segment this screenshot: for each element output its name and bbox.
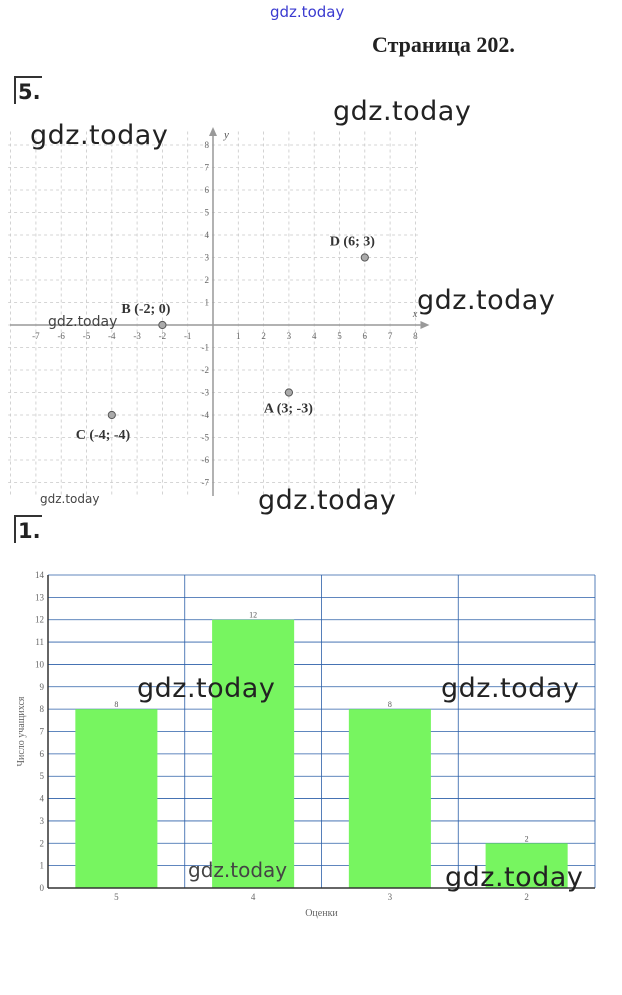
x-tick-label: 6 (362, 331, 368, 341)
x-tick-label: -7 (32, 331, 40, 341)
y-tick-label: 7 (39, 726, 44, 737)
point-marker (108, 411, 115, 418)
bar-chart (0, 555, 622, 995)
y-tick-label: 6 (204, 185, 209, 195)
y-tick-label: 2 (204, 275, 209, 285)
y-tick-label: 6 (39, 748, 44, 759)
watermark-3: gdz.today (417, 285, 556, 316)
watermark-5: gdz.today (40, 492, 100, 506)
y-tick-label: -3 (201, 387, 209, 398)
point-label: A (3; -3) (263, 401, 313, 417)
bar (349, 709, 431, 888)
bar (212, 620, 294, 888)
x-tick-label: 5 (114, 892, 119, 902)
bar-value-label: 8 (387, 700, 392, 710)
coordinate-points (76, 235, 375, 444)
watermark-top: gdz.today (270, 3, 345, 21)
y-tick-label: 11 (35, 637, 44, 648)
y-tick-label: 4 (39, 793, 44, 804)
x-tick-label: -3 (133, 331, 141, 341)
x-tick-label: 1 (236, 331, 241, 341)
bar (75, 709, 157, 888)
x-tick-label: 5 (337, 331, 342, 341)
y-tick-label: 4 (204, 230, 209, 240)
watermark-8: gdz.today (441, 673, 580, 704)
y-tick-label: -7 (201, 477, 209, 488)
y-tick-label: -2 (201, 365, 209, 375)
x-axis-arrow (420, 321, 429, 329)
y-tick-label: 14 (35, 570, 44, 580)
task-number-1: 1. (14, 519, 41, 543)
y-tick-label: -5 (201, 432, 209, 443)
y-tick-label: 13 (35, 592, 44, 603)
y-tick-label: 8 (204, 140, 209, 150)
y-tick-label: 0 (39, 883, 44, 893)
y-tick-label: 12 (35, 614, 44, 625)
point-label: B (-2; 0) (121, 302, 171, 317)
x-tick-label: 3 (387, 892, 393, 902)
x-tick-label: 3 (286, 331, 292, 341)
y-tick-label: -4 (201, 410, 209, 420)
x-axis-label: x (412, 309, 418, 320)
y-tick-label: 9 (39, 681, 44, 692)
x-tick-label: 8 (413, 331, 418, 341)
watermark-1: gdz.today (30, 120, 169, 151)
point-label: C (-4; -4) (75, 428, 131, 443)
task-number-5: 5. (14, 80, 41, 104)
page-title: Страница 202. (372, 32, 515, 57)
bar-value-label: 2 (524, 834, 529, 844)
coordinate-axes (10, 127, 429, 496)
y-axis-title: Число учащихся (16, 696, 27, 767)
x-tick-label: -2 (158, 331, 167, 341)
x-axis-title: Оценки (305, 908, 338, 919)
y-tick-label: 2 (39, 838, 44, 849)
y-tick-label: -6 (201, 455, 209, 465)
bar-value-label: 8 (114, 700, 119, 710)
x-tick-label: -5 (82, 331, 91, 341)
point-marker (159, 321, 166, 328)
y-tick-label: 1 (204, 297, 209, 308)
y-tick-label: 3 (204, 252, 209, 263)
point-marker (361, 254, 368, 261)
x-tick-label: -4 (108, 331, 116, 341)
watermark-9: gdz.today (188, 858, 288, 882)
y-tick-label: 5 (204, 207, 209, 218)
watermark-4: gdz.today (48, 314, 118, 330)
y-tick-label: 3 (39, 815, 44, 826)
y-tick-label: -1 (201, 342, 209, 353)
y-axis-label: y (224, 129, 229, 141)
x-tick-label: 4 (250, 892, 256, 902)
bar-value-label: 12 (249, 610, 258, 620)
x-tick-label: 4 (311, 331, 317, 341)
y-tick-label: 8 (39, 704, 44, 715)
point-marker (285, 389, 292, 396)
watermark-7: gdz.today (137, 673, 276, 704)
y-tick-label: 7 (204, 162, 209, 173)
x-tick-label: -1 (183, 331, 192, 341)
x-tick-label: -6 (57, 331, 65, 341)
x-tick-label: 7 (387, 331, 393, 341)
point-label: D (6; 3) (329, 234, 375, 250)
y-axis-arrow (209, 127, 217, 136)
y-tick-label: 5 (39, 771, 44, 782)
watermark-2: gdz.today (333, 96, 472, 127)
y-tick-label: 1 (39, 860, 44, 871)
watermark-6: gdz.today (258, 485, 397, 516)
x-tick-label: 2 (261, 331, 266, 341)
y-tick-label: 10 (35, 659, 44, 670)
watermark-10: gdz.today (445, 862, 584, 893)
x-tick-label: 2 (524, 892, 529, 902)
